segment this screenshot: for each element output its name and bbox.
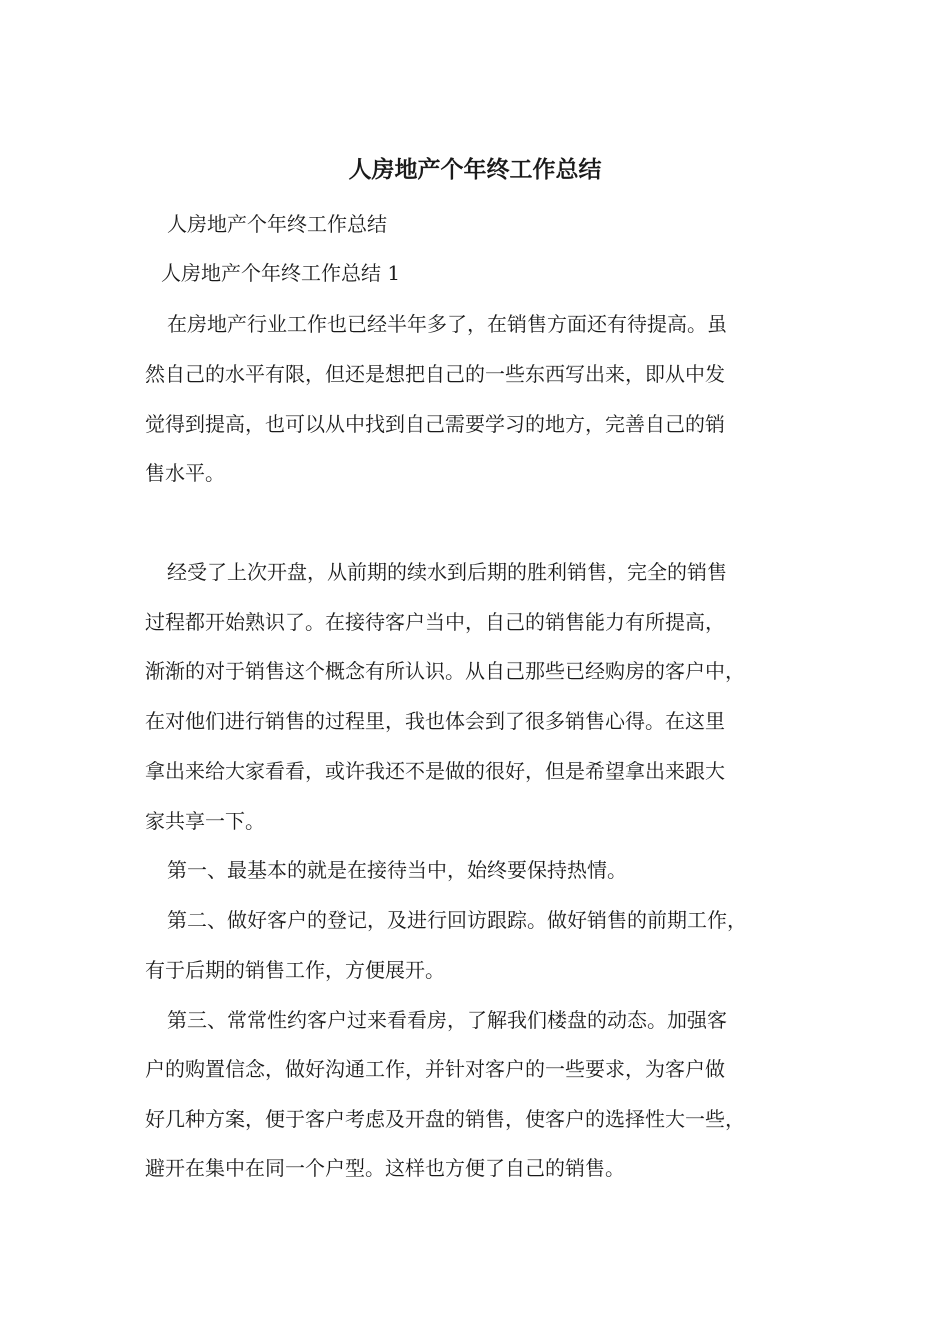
paragraph-5-line-1: 第三、常常性约客户过来看看房，了解我们楼盘的动态。加强客 bbox=[167, 1008, 727, 1032]
paragraph-5-line-3: 好几种方案，便于客户考虑及开盘的销售，使客户的选择性大一些， bbox=[145, 1107, 745, 1131]
paragraph-2-line-5: 拿出来给大家看看，或许我还不是做的很好，但是希望拿出来跟大 bbox=[145, 759, 725, 783]
section-heading: 人房地产个年终工作总结 1 bbox=[161, 261, 401, 285]
paragraph-4-line-1: 第二、做好客户的登记，及进行回访跟踪。做好销售的前期工作， bbox=[167, 908, 747, 932]
paragraph-2-line-4: 在对他们进行销售的过程里，我也体会到了很多销售心得。在这里 bbox=[145, 709, 725, 733]
paragraph-2-line-1: 经受了上次开盘，从前期的续水到后期的胜利销售，完全的销售 bbox=[167, 560, 727, 584]
paragraph-1-line-1: 在房地产行业工作也已经半年多了，在销售方面还有待提高。虽 bbox=[167, 312, 727, 336]
paragraph-1-line-2: 然自己的水平有限，但还是想把自己的一些东西写出来，即从中发 bbox=[145, 362, 725, 386]
paragraph-1-line-3: 觉得到提高，也可以从中找到自己需要学习的地方，完善自己的销 bbox=[145, 412, 725, 436]
paragraph-2-line-6: 家共享一下。 bbox=[145, 809, 265, 833]
paragraph-1-line-4: 售水平。 bbox=[145, 461, 225, 485]
paragraph-2-line-3: 渐渐的对于销售这个概念有所认识。从自己那些已经购房的客户中， bbox=[145, 659, 745, 683]
paragraph-4-line-2: 有于后期的销售工作，方便展开。 bbox=[145, 958, 445, 982]
paragraph-5-line-4: 避开在集中在同一个户型。这样也方便了自己的销售。 bbox=[145, 1156, 625, 1180]
document-subtitle: 人房地产个年终工作总结 bbox=[167, 212, 387, 236]
paragraph-3-line-1: 第一、最基本的就是在接待当中，始终要保持热情。 bbox=[167, 858, 627, 882]
document-title: 人房地产个年终工作总结 bbox=[348, 157, 602, 183]
paragraph-2-line-2: 过程都开始熟识了。在接待客户当中，自己的销售能力有所提高， bbox=[145, 610, 725, 634]
paragraph-5-line-2: 户的购置信念，做好沟通工作，并针对客户的一些要求，为客户做 bbox=[145, 1057, 725, 1081]
